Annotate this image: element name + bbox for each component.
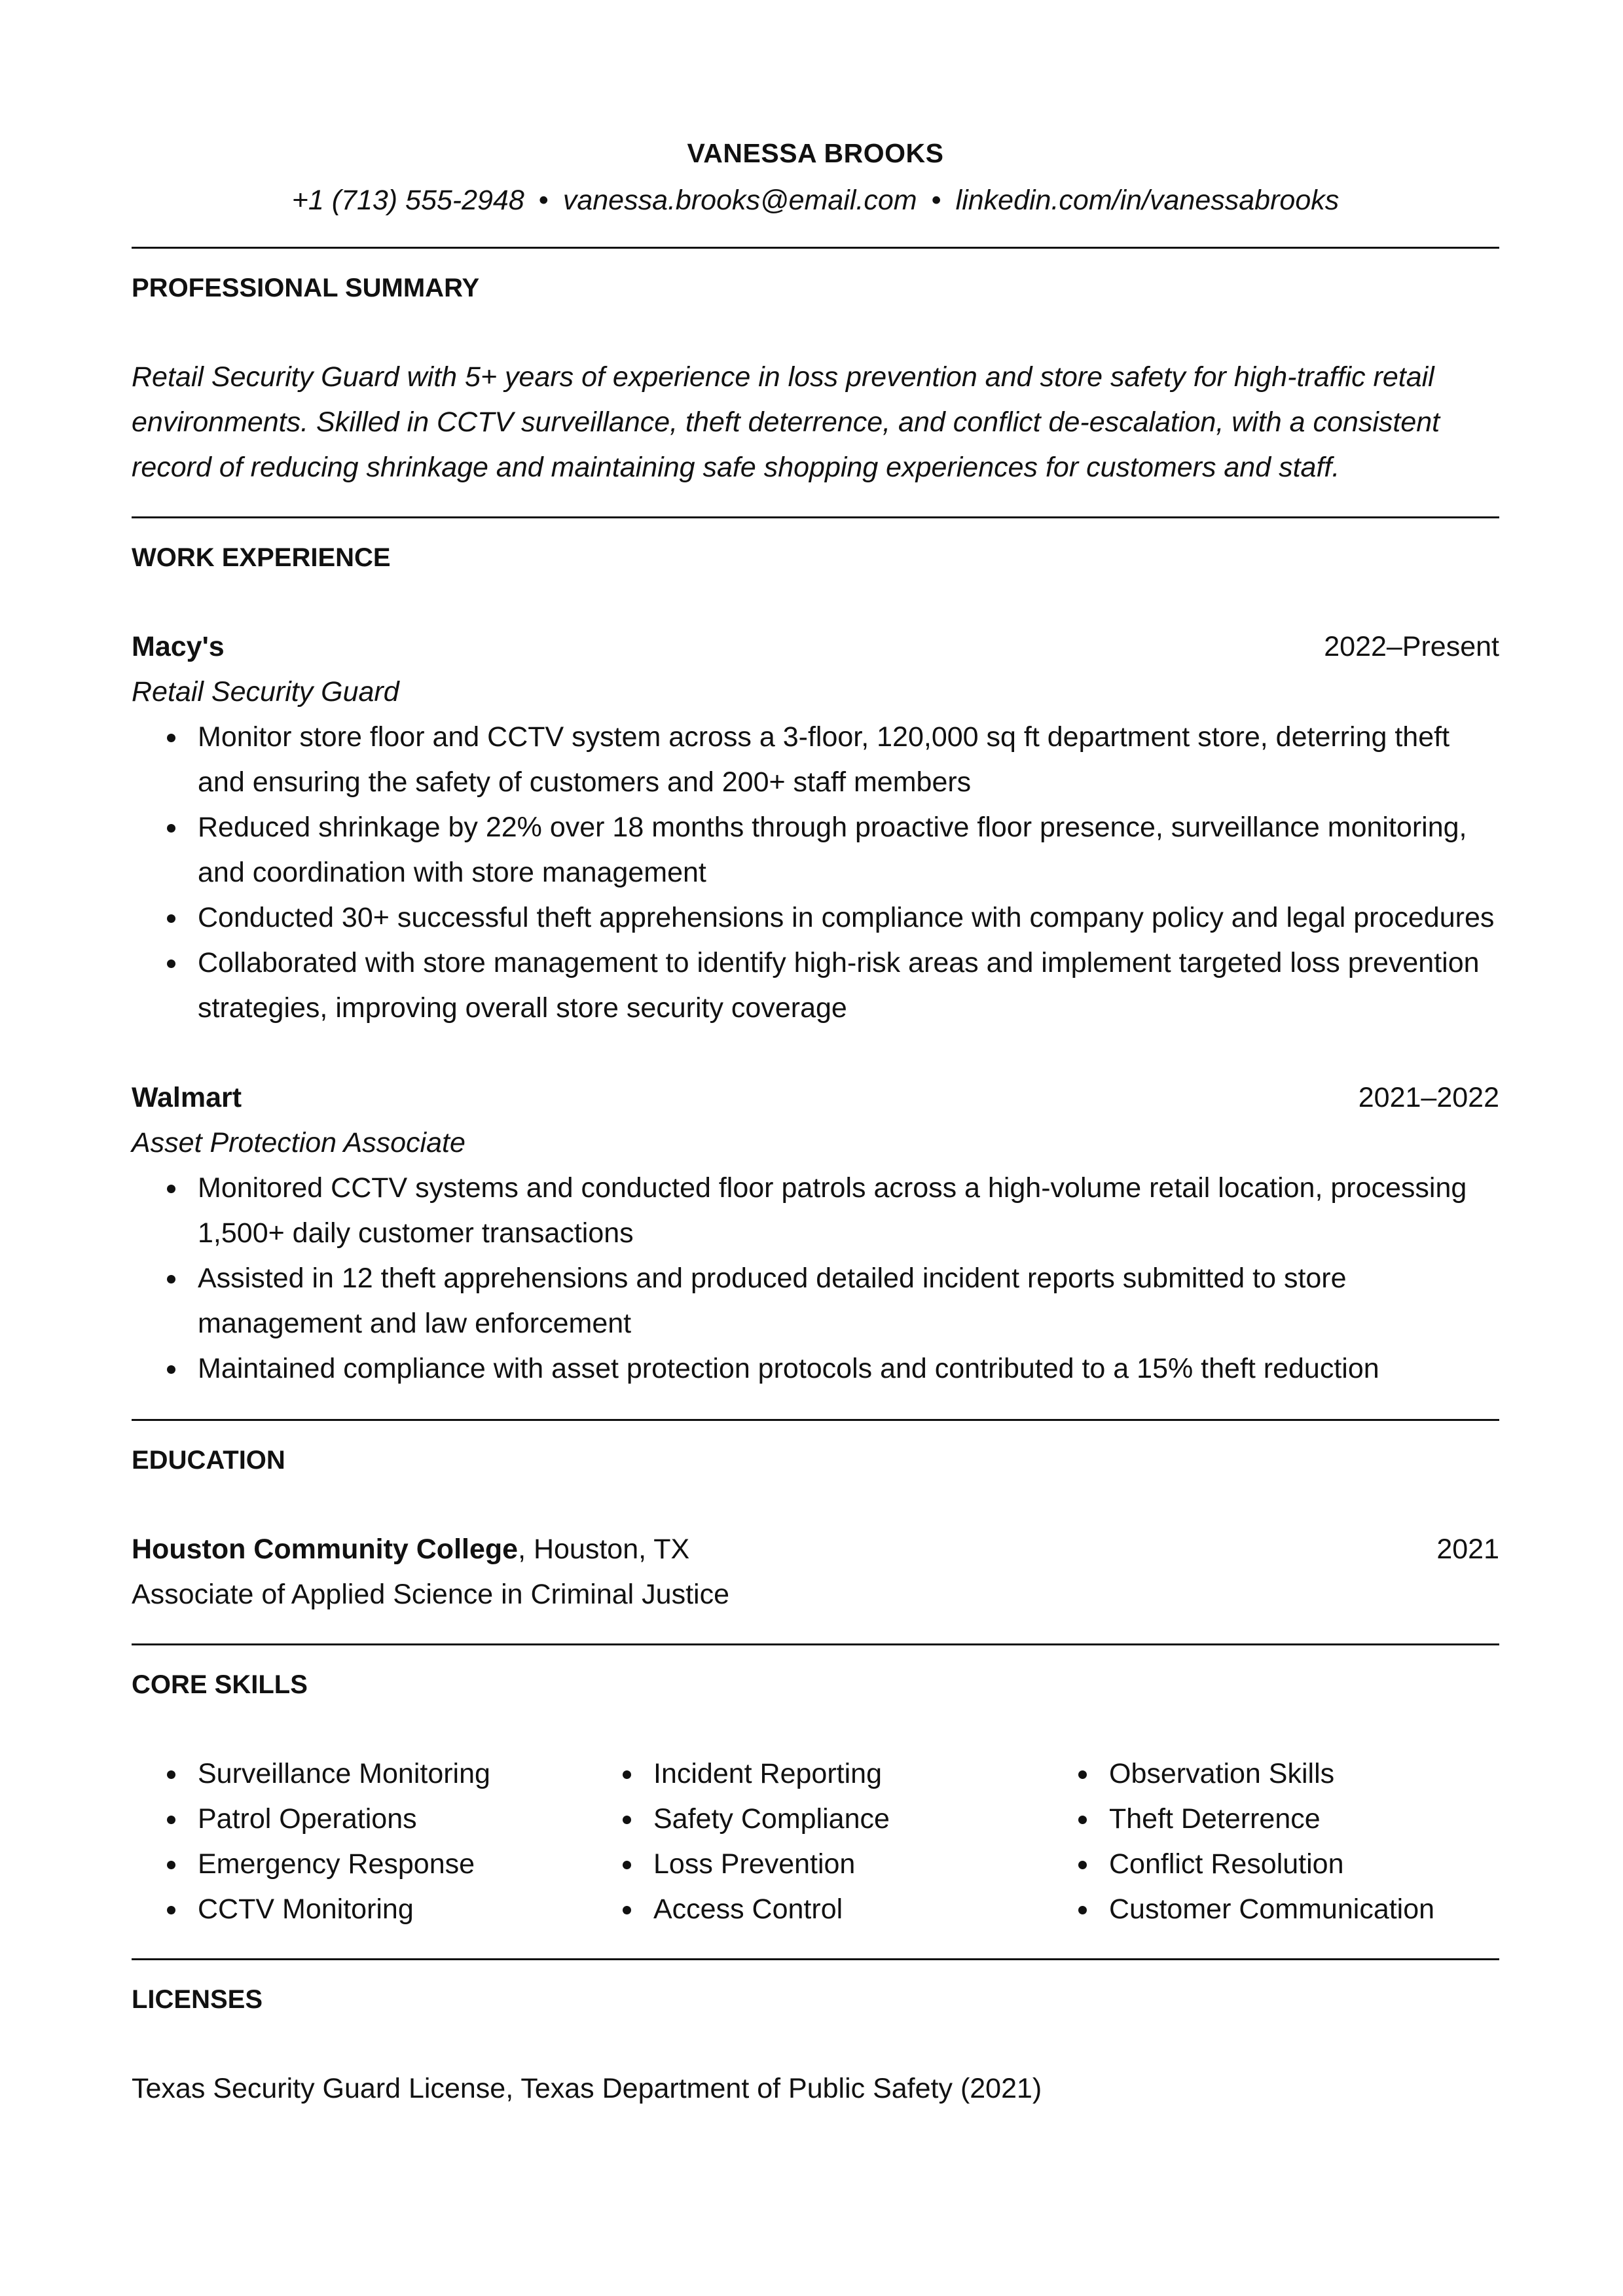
contact-separator: • [931, 185, 941, 216]
section-divider [132, 247, 1499, 249]
email-address: vanessa.brooks@email.com [562, 185, 917, 216]
list-item: Patrol Operations [132, 1797, 587, 1842]
company-name: Walmart [132, 1082, 242, 1113]
graduation-year: 2021 [1436, 1534, 1499, 1565]
job-header [132, 624, 1499, 670]
job-dates: 2021–2022 [1358, 1082, 1499, 1113]
candidate-name: VANESSA BROOKS [687, 138, 944, 168]
school-location: , Houston, TX [518, 1534, 690, 1565]
section-divider [132, 516, 1499, 518]
list-item: CCTV Monitoring [132, 1887, 587, 1932]
section-divider [132, 1419, 1499, 1421]
section-divider [132, 1958, 1499, 1960]
skills-grid [132, 1751, 1499, 1932]
list-item: Incident Reporting [587, 1751, 1043, 1797]
job-entry [132, 624, 1499, 1031]
job-title: Retail Security Guard [132, 676, 399, 708]
education-entry [132, 1527, 1499, 1617]
resume-page [132, 0, 1499, 2296]
linkedin-url: linkedin.com/in/vanessabrooks [955, 185, 1340, 216]
job-bullet-list [132, 1166, 1499, 1391]
company-name: Macy's [132, 631, 225, 662]
skills-column [587, 1751, 1043, 1932]
list-item: Customer Communication [1043, 1887, 1499, 1932]
list-item: Monitored CCTV systems and conducted floor patrols across a high-volume retail location, processing 1,500+ daily customer transactions [132, 1166, 1499, 1256]
resume-header [132, 136, 1499, 219]
section-divider [132, 1643, 1499, 1645]
school-name: Houston Community College [132, 1534, 519, 1565]
list-item: Assisted in 12 theft apprehensions and produced detailed incident reports submitted to store management and law enforcement [132, 1256, 1499, 1346]
list-item: Access Control [587, 1887, 1043, 1932]
degree-name: Associate of Applied Science in Criminal Justice [132, 1579, 729, 1610]
license-text: Texas Security Guard License, Texas Department of Public Safety (2021) [132, 2073, 1042, 2104]
list-item: Conducted 30+ successful theft apprehensions in compliance with company policy and legal procedures [132, 895, 1499, 941]
school-line [132, 1527, 689, 1572]
job-title: Asset Protection Associate [132, 1127, 465, 1158]
list-item: Collaborated with store management to identify high-risk areas and implement targeted loss prevention strategies, improving overall store security coverage [132, 941, 1499, 1031]
list-item: Monitor store floor and CCTV system across a 3-floor, 120,000 sq ft department store, deterring theft and ensuring the safety of customers and 200+ staff members [132, 715, 1499, 805]
list-item: Reduced shrinkage by 22% over 18 months through proactive floor presence, surveillance monitoring, and coordination with store management [132, 805, 1499, 895]
summary-text: Retail Security Guard with 5+ years of experience in loss prevention and store safety for high-traffic retail environments. Skilled in CCTV surveillance, theft deterrence, and conflict de-escalation, with a consistent record of reducing shrinkage and maintaining safe shopping experiences for customers and staff. [132, 361, 1440, 483]
list-item: Observation Skills [1043, 1751, 1499, 1797]
list-item: Maintained compliance with asset protection protocols and contributed to a 15% theft reduction [132, 1346, 1499, 1391]
job-entry [132, 1075, 1499, 1391]
skills-heading: CORE SKILLS [132, 1670, 308, 1699]
experience-heading: WORK EXPERIENCE [132, 543, 391, 572]
summary-heading: PROFESSIONAL SUMMARY [132, 274, 480, 302]
list-item: Emergency Response [132, 1842, 587, 1887]
list-item: Conflict Resolution [1043, 1842, 1499, 1887]
contact-separator: • [538, 185, 549, 216]
job-bullet-list [132, 715, 1499, 1031]
job-dates: 2022–Present [1324, 631, 1499, 662]
skills-column [132, 1751, 587, 1932]
list-item: Safety Compliance [587, 1797, 1043, 1842]
list-item: Theft Deterrence [1043, 1797, 1499, 1842]
list-item: Surveillance Monitoring [132, 1751, 587, 1797]
contact-line [132, 182, 1499, 219]
list-item: Loss Prevention [587, 1842, 1043, 1887]
phone-number: +1 (713) 555-2948 [291, 185, 524, 216]
education-heading: EDUCATION [132, 1446, 285, 1475]
licenses-heading: LICENSES [132, 1985, 263, 2014]
education-header [132, 1527, 1499, 1572]
job-header [132, 1075, 1499, 1121]
skills-column [1043, 1751, 1499, 1932]
